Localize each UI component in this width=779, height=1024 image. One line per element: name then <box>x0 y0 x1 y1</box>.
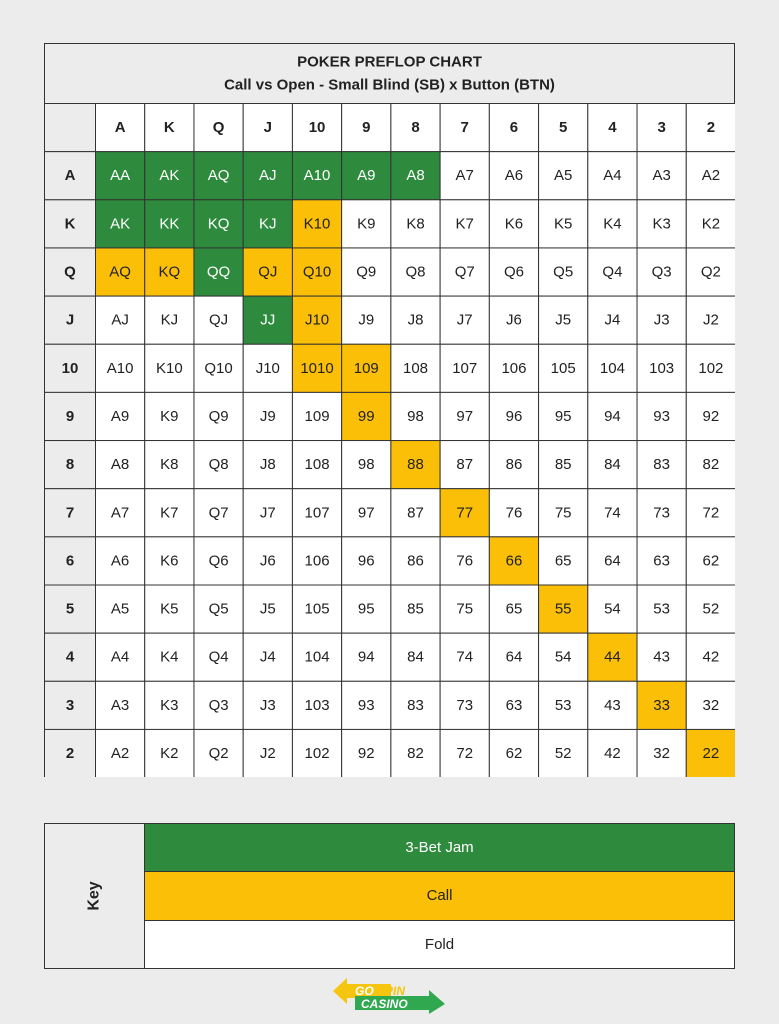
hand-label: 62 <box>702 552 720 570</box>
hand-label: KQ <box>158 263 181 281</box>
hand-label: Q5 <box>553 263 574 281</box>
hand-label: A5 <box>110 600 130 618</box>
preflop-chart <box>44 43 735 777</box>
hand-label: A5 <box>554 167 573 185</box>
hand-label: 75 <box>554 504 572 522</box>
column-header-label: 4 <box>608 119 617 137</box>
hand-label: 92 <box>357 745 375 763</box>
hand-label: J9 <box>358 311 375 329</box>
hand-label: 72 <box>456 745 474 763</box>
hand-label: KK <box>159 215 180 233</box>
hand-label: K10 <box>155 359 183 377</box>
hand-label: Q2 <box>700 263 721 281</box>
row-header-label: 5 <box>65 600 75 618</box>
logo-text-spin: SPIN <box>377 984 406 998</box>
hand-label: A6 <box>110 552 130 570</box>
column-header-label: K <box>163 119 175 137</box>
hand-label: A2 <box>701 167 721 185</box>
hand-label: KJ <box>160 311 179 329</box>
hand-label: 32 <box>653 745 670 763</box>
hand-label: AK <box>110 215 131 233</box>
hand-label: A10 <box>303 167 331 185</box>
logo-text-casino: CASINO <box>361 997 408 1011</box>
hand-label: 95 <box>554 407 572 425</box>
hand-label: A7 <box>455 167 474 185</box>
hand-label: 97 <box>456 407 474 425</box>
hand-label: 73 <box>653 504 670 522</box>
key-rows <box>145 824 734 968</box>
hand-label: J3 <box>259 696 276 714</box>
key-label-column <box>45 824 145 968</box>
hand-label: 96 <box>357 552 375 570</box>
hand-label: 74 <box>456 648 474 666</box>
hand-label: 22 <box>702 745 720 763</box>
hand-label: J3 <box>653 311 670 329</box>
hand-label: QJ <box>208 311 229 329</box>
chart-title-box <box>45 44 735 104</box>
column-header-label: 6 <box>509 119 519 137</box>
column-header-label: 10 <box>308 119 326 137</box>
hand-label: 108 <box>304 456 330 474</box>
hand-label: 52 <box>702 600 720 618</box>
hand-label: 95 <box>357 600 375 618</box>
hand-label: K10 <box>303 215 331 233</box>
hand-label: 83 <box>407 696 424 714</box>
hand-label: Q4 <box>208 648 229 666</box>
hand-label: 53 <box>653 600 670 618</box>
row-header-label: 10 <box>61 359 79 377</box>
row-header-label: 6 <box>65 552 75 570</box>
hand-label: J10 <box>304 311 330 329</box>
hand-label: Q3 <box>208 696 229 714</box>
row-header-label: 7 <box>65 504 75 522</box>
hand-label: K7 <box>455 215 474 233</box>
hand-label: 105 <box>304 600 330 618</box>
hand-label: K2 <box>160 745 179 763</box>
hand-label: A4 <box>110 648 130 666</box>
hand-label: A9 <box>110 407 130 425</box>
key-panel <box>44 823 735 969</box>
hand-label: AQ <box>109 263 131 281</box>
column-header-label: 7 <box>460 119 469 137</box>
hand-label: 106 <box>304 552 330 570</box>
hand-label: 109 <box>353 359 379 377</box>
hand-label: 77 <box>456 504 474 522</box>
hand-label: Q3 <box>651 263 672 281</box>
hand-label: 63 <box>653 552 670 570</box>
hand-label: 1010 <box>300 359 334 377</box>
hand-label: 66 <box>505 552 523 570</box>
hand-label: J5 <box>259 600 276 618</box>
hand-label: 54 <box>604 600 621 618</box>
column-header-label: A <box>114 119 126 137</box>
hand-label: A4 <box>603 167 622 185</box>
hand-label: 93 <box>357 696 375 714</box>
hand-label: 98 <box>407 407 424 425</box>
hand-label: 42 <box>702 648 720 666</box>
hand-label: 43 <box>604 696 621 714</box>
hand-label: 105 <box>550 359 576 377</box>
hand-label: K5 <box>554 215 573 233</box>
hand-label: J7 <box>456 311 473 329</box>
hand-label: K3 <box>160 696 179 714</box>
hand-label: 87 <box>407 504 424 522</box>
logo-text-go: GO <box>355 984 374 998</box>
hand-label: 93 <box>653 407 670 425</box>
hand-label: 63 <box>505 696 523 714</box>
column-header-label: 5 <box>559 119 568 137</box>
hand-label: J7 <box>259 504 276 522</box>
hand-label: QJ <box>258 263 278 281</box>
gospin-casino-logo <box>333 977 445 1015</box>
hand-label: K6 <box>160 552 179 570</box>
hand-label: 92 <box>702 407 720 425</box>
row-header-label: J <box>65 311 75 329</box>
hand-label: 52 <box>554 745 572 763</box>
preflop-chart-svg <box>44 43 735 777</box>
hand-label: 97 <box>357 504 375 522</box>
column-header-label: 2 <box>706 119 716 137</box>
hand-label: J8 <box>407 311 424 329</box>
key-item-jam: 3-Bet Jam <box>145 824 734 872</box>
column-header-label: 8 <box>411 119 420 137</box>
chart-subtitle: Call vs Open - Small Blind (SB) x Button (BTN) <box>224 76 555 94</box>
hand-label: 109 <box>304 407 330 425</box>
hand-label: 102 <box>304 745 330 763</box>
row-header-label: Q <box>64 263 76 281</box>
hand-label: 88 <box>407 456 424 474</box>
hand-label: A10 <box>106 359 134 377</box>
hand-label: 33 <box>653 696 670 714</box>
hand-label: 94 <box>357 648 375 666</box>
row-header-label: A <box>64 167 76 185</box>
hand-label: 44 <box>604 648 621 666</box>
hand-label: 107 <box>452 359 478 377</box>
hand-label: 103 <box>304 696 330 714</box>
hand-label: 94 <box>604 407 621 425</box>
row-header-label: K <box>64 215 76 233</box>
hand-label: Q8 <box>405 263 426 281</box>
hand-label: 73 <box>456 696 474 714</box>
row-header-label: 2 <box>65 745 75 763</box>
hand-label: 106 <box>501 359 527 377</box>
hand-label: AA <box>110 167 131 185</box>
hand-label: K3 <box>652 215 671 233</box>
hand-label: Q10 <box>302 263 332 281</box>
hand-label: 74 <box>604 504 621 522</box>
hand-label: A3 <box>110 696 130 714</box>
hand-label: 64 <box>604 552 621 570</box>
hand-label: 64 <box>505 648 523 666</box>
hand-label: K4 <box>160 648 179 666</box>
hand-label: 53 <box>554 696 572 714</box>
hand-label: J5 <box>555 311 572 329</box>
hand-label: 84 <box>604 456 621 474</box>
key-item-call: Call <box>145 872 734 920</box>
hand-label: J9 <box>259 407 276 425</box>
key-item-fold: Fold <box>145 921 734 968</box>
hand-label: 96 <box>505 407 523 425</box>
row-header-label: 9 <box>65 407 75 425</box>
row-header-label: 3 <box>65 696 75 714</box>
hand-label: Q4 <box>602 263 623 281</box>
hand-label: K5 <box>160 600 179 618</box>
hand-label: Q7 <box>208 504 229 522</box>
hand-label: 102 <box>698 359 724 377</box>
hand-label: Q9 <box>356 263 377 281</box>
column-header-label: 3 <box>657 119 666 137</box>
row-header-label: 4 <box>65 648 75 666</box>
hand-label: 85 <box>407 600 424 618</box>
hand-label: KJ <box>259 215 277 233</box>
hand-label: Q8 <box>208 456 229 474</box>
column-header-label: 9 <box>362 119 371 137</box>
hand-label: 99 <box>357 407 375 425</box>
hand-label: 86 <box>505 456 523 474</box>
hand-label: 43 <box>653 648 670 666</box>
row-header-label: 8 <box>65 456 75 474</box>
hand-label: 32 <box>702 696 720 714</box>
hand-label: AK <box>159 167 180 185</box>
hand-label: 72 <box>702 504 720 522</box>
hand-label: 42 <box>604 745 621 763</box>
hand-label: K4 <box>603 215 622 233</box>
hand-label: K8 <box>160 456 179 474</box>
hand-label: 85 <box>554 456 572 474</box>
hand-label: J2 <box>259 745 276 763</box>
hand-label: 76 <box>505 504 523 522</box>
hand-label: Q10 <box>204 359 233 377</box>
hand-label: 104 <box>304 648 330 666</box>
hand-label: AQ <box>207 167 230 185</box>
hand-label: J2 <box>702 311 719 329</box>
hand-label: 55 <box>554 600 572 618</box>
hand-label: J6 <box>506 311 522 329</box>
hand-label: A7 <box>110 504 130 522</box>
hand-label: K9 <box>160 407 179 425</box>
hand-label: A2 <box>110 745 130 763</box>
hand-label: Q6 <box>208 552 229 570</box>
key-title: Key <box>85 881 103 911</box>
hand-label: AJ <box>111 311 129 329</box>
hand-label: AJ <box>259 167 277 185</box>
hand-label: QQ <box>206 263 231 281</box>
hand-label: 103 <box>649 359 675 377</box>
hand-label: A9 <box>357 167 376 185</box>
hand-label: 65 <box>554 552 572 570</box>
hand-label: 108 <box>402 359 429 377</box>
hand-label: A3 <box>652 167 671 185</box>
hand-label: 65 <box>505 600 523 618</box>
hand-label: 107 <box>304 504 330 522</box>
hand-label: K7 <box>160 504 179 522</box>
hand-label: KQ <box>207 215 230 233</box>
hand-label: J10 <box>255 359 280 377</box>
hand-label: A8 <box>406 167 425 185</box>
hand-label: J4 <box>259 648 276 666</box>
hand-label: K6 <box>504 215 524 233</box>
hand-label: 86 <box>407 552 424 570</box>
chart-title: POKER PREFLOP CHART <box>297 53 482 71</box>
hand-label: J4 <box>604 311 621 329</box>
hand-label: Q2 <box>208 745 229 763</box>
hand-label: J8 <box>259 456 276 474</box>
hand-label: K8 <box>406 215 425 233</box>
hand-label: 54 <box>554 648 572 666</box>
hand-label: Q7 <box>454 263 475 281</box>
hand-label: A8 <box>110 456 130 474</box>
hand-label: J6 <box>259 552 276 570</box>
hand-label: 104 <box>599 359 625 377</box>
hand-label: 75 <box>456 600 474 618</box>
hand-label: 87 <box>456 456 474 474</box>
hand-label: 82 <box>702 456 720 474</box>
hand-label: 62 <box>505 745 523 763</box>
corner-cell <box>45 104 96 152</box>
hand-label: 98 <box>357 456 375 474</box>
hand-label: K9 <box>357 215 376 233</box>
hand-label: K2 <box>701 215 721 233</box>
hand-label: A6 <box>504 167 524 185</box>
hand-label: 83 <box>653 456 670 474</box>
hand-label: 84 <box>407 648 424 666</box>
hand-label: JJ <box>260 311 276 329</box>
hand-label: 76 <box>456 552 474 570</box>
column-header-label: J <box>263 119 272 137</box>
hand-label: Q9 <box>208 407 229 425</box>
column-header-label: Q <box>212 119 225 137</box>
hand-label: Q5 <box>208 600 229 618</box>
hand-label: 82 <box>407 745 424 763</box>
hand-label: Q6 <box>503 263 524 281</box>
